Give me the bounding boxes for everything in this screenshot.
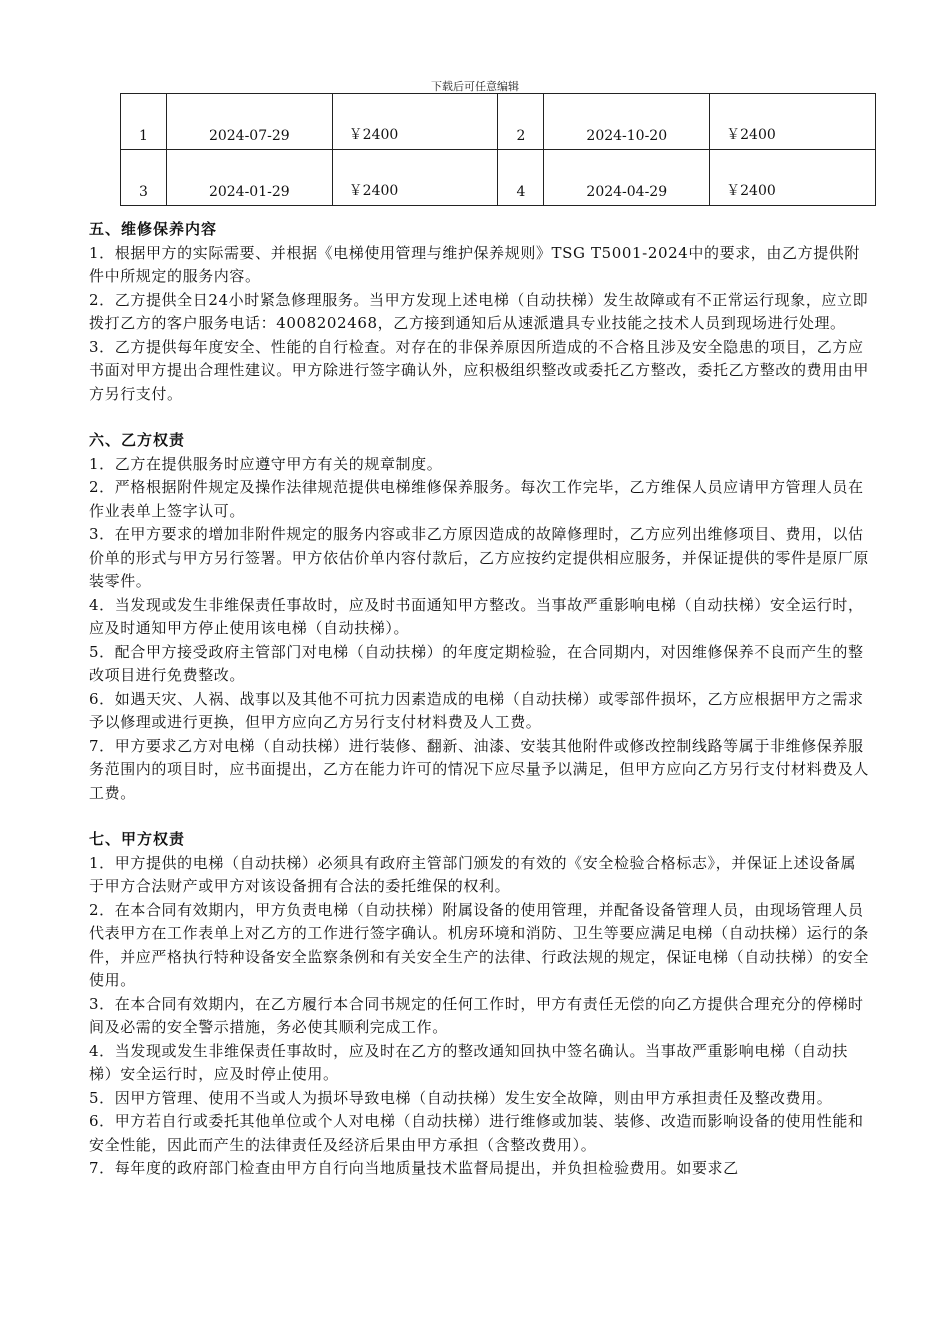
clause: 3．乙方提供每年度安全、性能的自行检查。对存在的非保养原因所造成的不合格且涉及安全隐患的项目，乙方应书面对甲方提出合理性建议。甲方除进行签字确认外，应积极组织整改或委托乙方整改，委托乙方整改的费用由甲方另行支付。	[89, 337, 870, 403]
clause: 2．严格根据附件规定及操作法律规范提供电梯维修保养服务。每次工作完毕，乙方维保人员应请甲方管理人员在作业表单上签字认可。	[89, 478, 864, 520]
section-title-party-a: 七、甲方权责	[89, 830, 186, 848]
clause: 4．当发现或发生非维保责任事故时，应及时在乙方的整改通知回执中签名确认。当事故严重影响电梯（自动扶梯）安全运行时，应及时停止使用。	[89, 1041, 848, 1083]
payment-amount: ￥2400	[710, 94, 876, 150]
section-title-party-b: 六、乙方权责	[89, 431, 186, 449]
installment-number: 4	[498, 150, 544, 206]
clause: 3．在甲方要求的增加非附件规定的服务内容或非乙方原因造成的故障修理时，乙方应列出维修项目、费用，以估价单的形式与甲方另行签署。甲方依估价单内容付款后，乙方应按约定提供相应服务，并保证提供的零件是原厂原装零件。	[89, 525, 870, 590]
clause: 7．每年度的政府部门检查由甲方自行向当地质量技术监督局提出，并负担检验费用。如要求乙	[89, 1159, 739, 1177]
clause: 2．乙方提供全日24小时紧急修理服务。当甲方发现上述电梯（自动扶梯）发生故障或有不正常运行现象，应立即拨打乙方的客户服务电话：4008202468，乙方接到通知后从速派遣具专业技能之技术人员到现场进行处理。	[89, 290, 869, 332]
installment-number: 2	[498, 94, 544, 150]
table-row	[121, 94, 876, 150]
table-row	[121, 150, 876, 206]
payment-date: 2024-04-29	[544, 150, 710, 206]
clause: 4．当发现或发生非维保责任事故时，应及时书面通知甲方整改。当事故严重影响电梯（自动扶梯）安全运行时，应及时通知甲方停止使用该电梯（自动扶梯）。	[89, 595, 864, 637]
section-spacer	[89, 406, 869, 429]
payment-date: 2024-07-29	[166, 94, 332, 150]
installment-number: 1	[121, 94, 167, 150]
payment-date: 2024-10-20	[544, 94, 710, 150]
clause: 3．在本合同有效期内，在乙方履行本合同书规定的任何工作时，甲方有责任无偿的向乙方提供合理充分的停梯时间及必需的安全警示措施，务必使其顺利完成工作。	[89, 994, 864, 1036]
clause: 2．在本合同有效期内，甲方负责电梯（自动扶梯）附属设备的使用管理，并配备设备管理人员，由现场管理人员代表甲方在工作表单上对乙方的工作进行签字确认。机房环境和消防、卫生等要应满足电梯（自动扶梯）运行的条件，并应严格执行特种设备安全监察条例和有关安全生产的法律、行政法规的规定，保证电梯（自动扶梯）的安全使用。	[89, 900, 870, 989]
installment-number: 3	[121, 150, 167, 206]
page-header: 下载后可任意编辑	[431, 80, 519, 93]
contract-body	[89, 218, 869, 1181]
clause: 7．甲方要求乙方对电梯（自动扶梯）进行装修、翻新、油漆、安装其他附件或修改控制线路等属于非维修保养服务范围内的项目时，应书面提出，乙方在能力许可的情况下应尽量予以满足，但甲方应向乙方另行支付材料费及人工费。	[89, 736, 870, 802]
clause: 5．配合甲方接受政府主管部门对电梯（自动扶梯）的年度定期检验，在合同期内，对因维修保养不良而产生的整改项目进行免费整改。	[89, 642, 864, 684]
clause: 6．如遇天灾、人祸、战事以及其他不可抗力因素造成的电梯（自动扶梯）或零部件损坏，乙方应根据甲方之需求予以修理或进行更换，但甲方应向乙方另行支付材料费及人工费。	[89, 689, 864, 731]
clause: 5．因甲方管理、使用不当或人为损坏导致电梯（自动扶梯）发生安全故障，则由甲方承担责任及整改费用。	[89, 1088, 833, 1107]
clause: 1．甲方提供的电梯（自动扶梯）必须具有政府主管部门颁发的有效的《安全检验合格标志》，并保证上述设备属于甲方合法财产或甲方对该设备拥有合法的委托维保的权利。	[89, 853, 857, 895]
clause: 6．甲方若自行或委托其他单位或个人对电梯（自动扶梯）进行维修或加装、装修、改造而影响设备的使用性能和安全性能，因此而产生的法律责任及经济后果由甲方承担（含整改费用）。	[89, 1112, 864, 1154]
section-spacer	[89, 805, 869, 828]
payment-schedule-table	[120, 93, 876, 206]
section-title-maintenance: 五、维修保养内容	[89, 220, 218, 238]
payment-date: 2024-01-29	[166, 150, 332, 206]
payment-amount: ￥2400	[710, 150, 876, 206]
clause: 1．根据甲方的实际需要、并根据《电梯使用管理与维护保养规则》TSG T5001-2024中的要求，由乙方提供附件中所规定的服务内容。	[89, 243, 860, 285]
payment-amount: ￥2400	[332, 150, 498, 206]
payment-amount: ￥2400	[332, 94, 498, 150]
clause: 1．乙方在提供服务时应遵守甲方有关的规章制度。	[89, 454, 443, 473]
